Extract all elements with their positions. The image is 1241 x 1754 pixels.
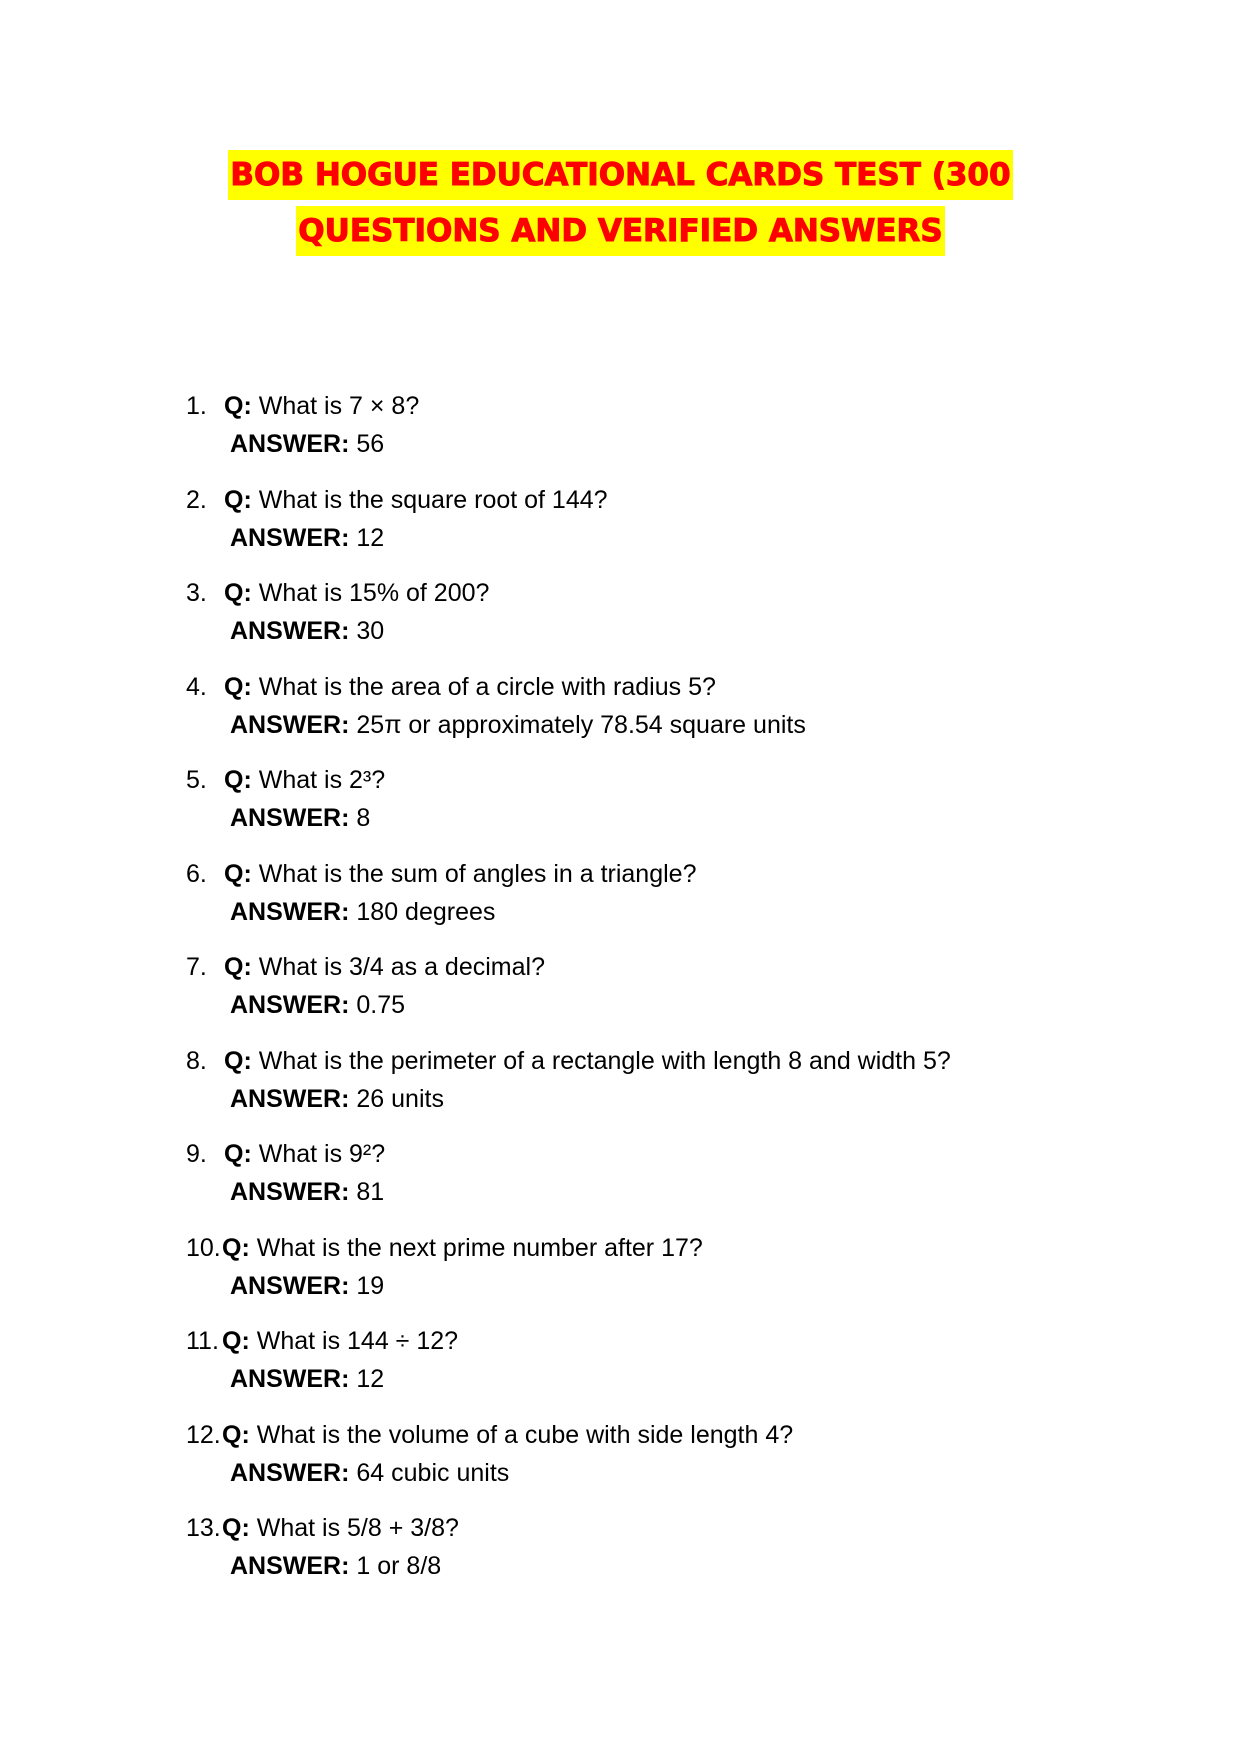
question-text: What is the square root of 144?	[258, 485, 608, 514]
list-item	[186, 481, 1126, 575]
answer-text: 19	[356, 1271, 385, 1300]
answer-text: 0.75	[356, 991, 406, 1019]
answer-label: ANSWER:	[230, 1271, 350, 1300]
list-item	[186, 668, 1126, 762]
question-line	[224, 574, 489, 612]
answer-label: ANSWER:	[230, 804, 350, 832]
question-text: What is 7 × 8?	[258, 392, 420, 420]
answer-label: ANSWER:	[230, 1552, 350, 1580]
question-line	[222, 1416, 793, 1454]
question-line	[224, 761, 385, 799]
question-text: What is the volume of a cube with side length 4?	[256, 1420, 794, 1449]
list-item	[186, 1042, 1126, 1136]
answer-text: 30	[356, 617, 385, 645]
answer-label: ANSWER:	[230, 617, 350, 645]
answer-text: 56	[356, 430, 385, 458]
question-label: Q:	[224, 953, 252, 981]
question-text: What is the next prime number after 17?	[256, 1233, 703, 1262]
list-item	[186, 855, 1126, 949]
answer-text: 12	[356, 1365, 385, 1393]
question-line	[222, 1229, 703, 1267]
question-label: Q:	[224, 485, 252, 514]
question-line	[222, 1509, 459, 1547]
question-label: Q:	[224, 859, 252, 888]
item-number: 2.	[186, 485, 207, 514]
question-label: Q:	[224, 672, 252, 701]
list-item	[186, 387, 1126, 481]
item-number: 5.	[186, 766, 207, 794]
answer-line	[230, 1454, 509, 1492]
question-label: Q:	[224, 1140, 252, 1168]
answer-label: ANSWER:	[230, 1458, 350, 1487]
item-number: 1.	[186, 392, 207, 420]
answer-line	[230, 1360, 384, 1398]
question-line	[224, 668, 716, 706]
answer-text: 25π or approximately 78.54 square units	[356, 710, 806, 739]
question-label: Q:	[222, 1327, 250, 1355]
item-number: 10.	[186, 1233, 221, 1262]
answer-line	[230, 1173, 384, 1211]
list-item	[186, 1229, 1126, 1323]
list-item	[186, 1509, 1126, 1603]
answer-line	[230, 986, 405, 1024]
question-line	[224, 1042, 951, 1080]
answer-line	[230, 1547, 441, 1585]
question-label: Q:	[224, 1046, 252, 1075]
item-number: 9.	[186, 1140, 207, 1168]
list-item	[186, 574, 1126, 668]
answer-label: ANSWER:	[230, 991, 350, 1019]
answer-label: ANSWER:	[230, 1084, 350, 1113]
answer-line	[230, 893, 495, 931]
question-label: Q:	[222, 1514, 250, 1542]
item-number: 3.	[186, 579, 207, 607]
question-text: What is 2³?	[258, 766, 386, 794]
answer-label: ANSWER:	[230, 430, 350, 458]
answer-text: 81	[356, 1178, 385, 1206]
title-line-2: QUESTIONS AND VERIFIED ANSWERS	[296, 206, 944, 256]
answer-text: 180 degrees	[356, 897, 496, 926]
question-text: What is the sum of angles in a triangle?	[258, 859, 697, 888]
answer-line	[230, 706, 806, 744]
answer-line	[230, 425, 384, 463]
question-line	[224, 387, 419, 425]
answer-line	[230, 519, 384, 557]
list-item	[186, 761, 1126, 855]
answer-label: ANSWER:	[230, 710, 350, 739]
question-text: What is 3/4 as a decimal?	[258, 953, 545, 981]
answer-label: ANSWER:	[230, 1365, 350, 1393]
item-number: 7.	[186, 953, 207, 981]
question-line	[224, 855, 696, 893]
item-number: 4.	[186, 672, 207, 701]
question-label: Q:	[222, 1233, 250, 1262]
answer-label: ANSWER:	[230, 523, 350, 552]
answer-label: ANSWER:	[230, 897, 350, 926]
question-line	[222, 1322, 458, 1360]
item-number: 13.	[186, 1514, 221, 1542]
question-label: Q:	[224, 579, 252, 607]
qa-list	[186, 387, 1126, 1603]
question-line	[224, 948, 545, 986]
question-text: What is 9²?	[258, 1140, 386, 1168]
question-text: What is the perimeter of a rectangle with length 8 and width 5?	[258, 1046, 951, 1075]
question-line	[224, 481, 608, 519]
title-line-1: BOB HOGUE EDUCATIONAL CARDS TEST (300	[228, 150, 1012, 200]
list-item	[186, 1416, 1126, 1510]
answer-line	[230, 1080, 444, 1118]
list-item	[186, 948, 1126, 1042]
question-text: What is 5/8 + 3/8?	[256, 1514, 459, 1542]
answer-line	[230, 799, 370, 837]
item-number: 11.	[186, 1327, 219, 1355]
question-text: What is 15% of 200?	[258, 579, 490, 607]
item-number: 12.	[186, 1420, 221, 1449]
answer-text: 26 units	[356, 1084, 444, 1113]
answer-line	[230, 612, 384, 650]
item-number: 6.	[186, 859, 207, 888]
document-title	[0, 150, 1241, 262]
answer-text: 64 cubic units	[356, 1458, 510, 1487]
answer-text: 12	[356, 523, 385, 552]
question-label: Q:	[224, 392, 252, 420]
question-label: Q:	[222, 1420, 250, 1449]
question-label: Q:	[224, 766, 252, 794]
item-number: 8.	[186, 1046, 207, 1075]
question-text: What is 144 ÷ 12?	[256, 1327, 459, 1355]
answer-label: ANSWER:	[230, 1178, 350, 1206]
question-line	[224, 1135, 385, 1173]
answer-text: 1 or 8/8	[356, 1552, 442, 1580]
answer-text: 8	[356, 804, 371, 832]
answer-line	[230, 1267, 384, 1305]
list-item	[186, 1322, 1126, 1416]
question-text: What is the area of a circle with radius 5?	[258, 672, 716, 701]
list-item	[186, 1135, 1126, 1229]
